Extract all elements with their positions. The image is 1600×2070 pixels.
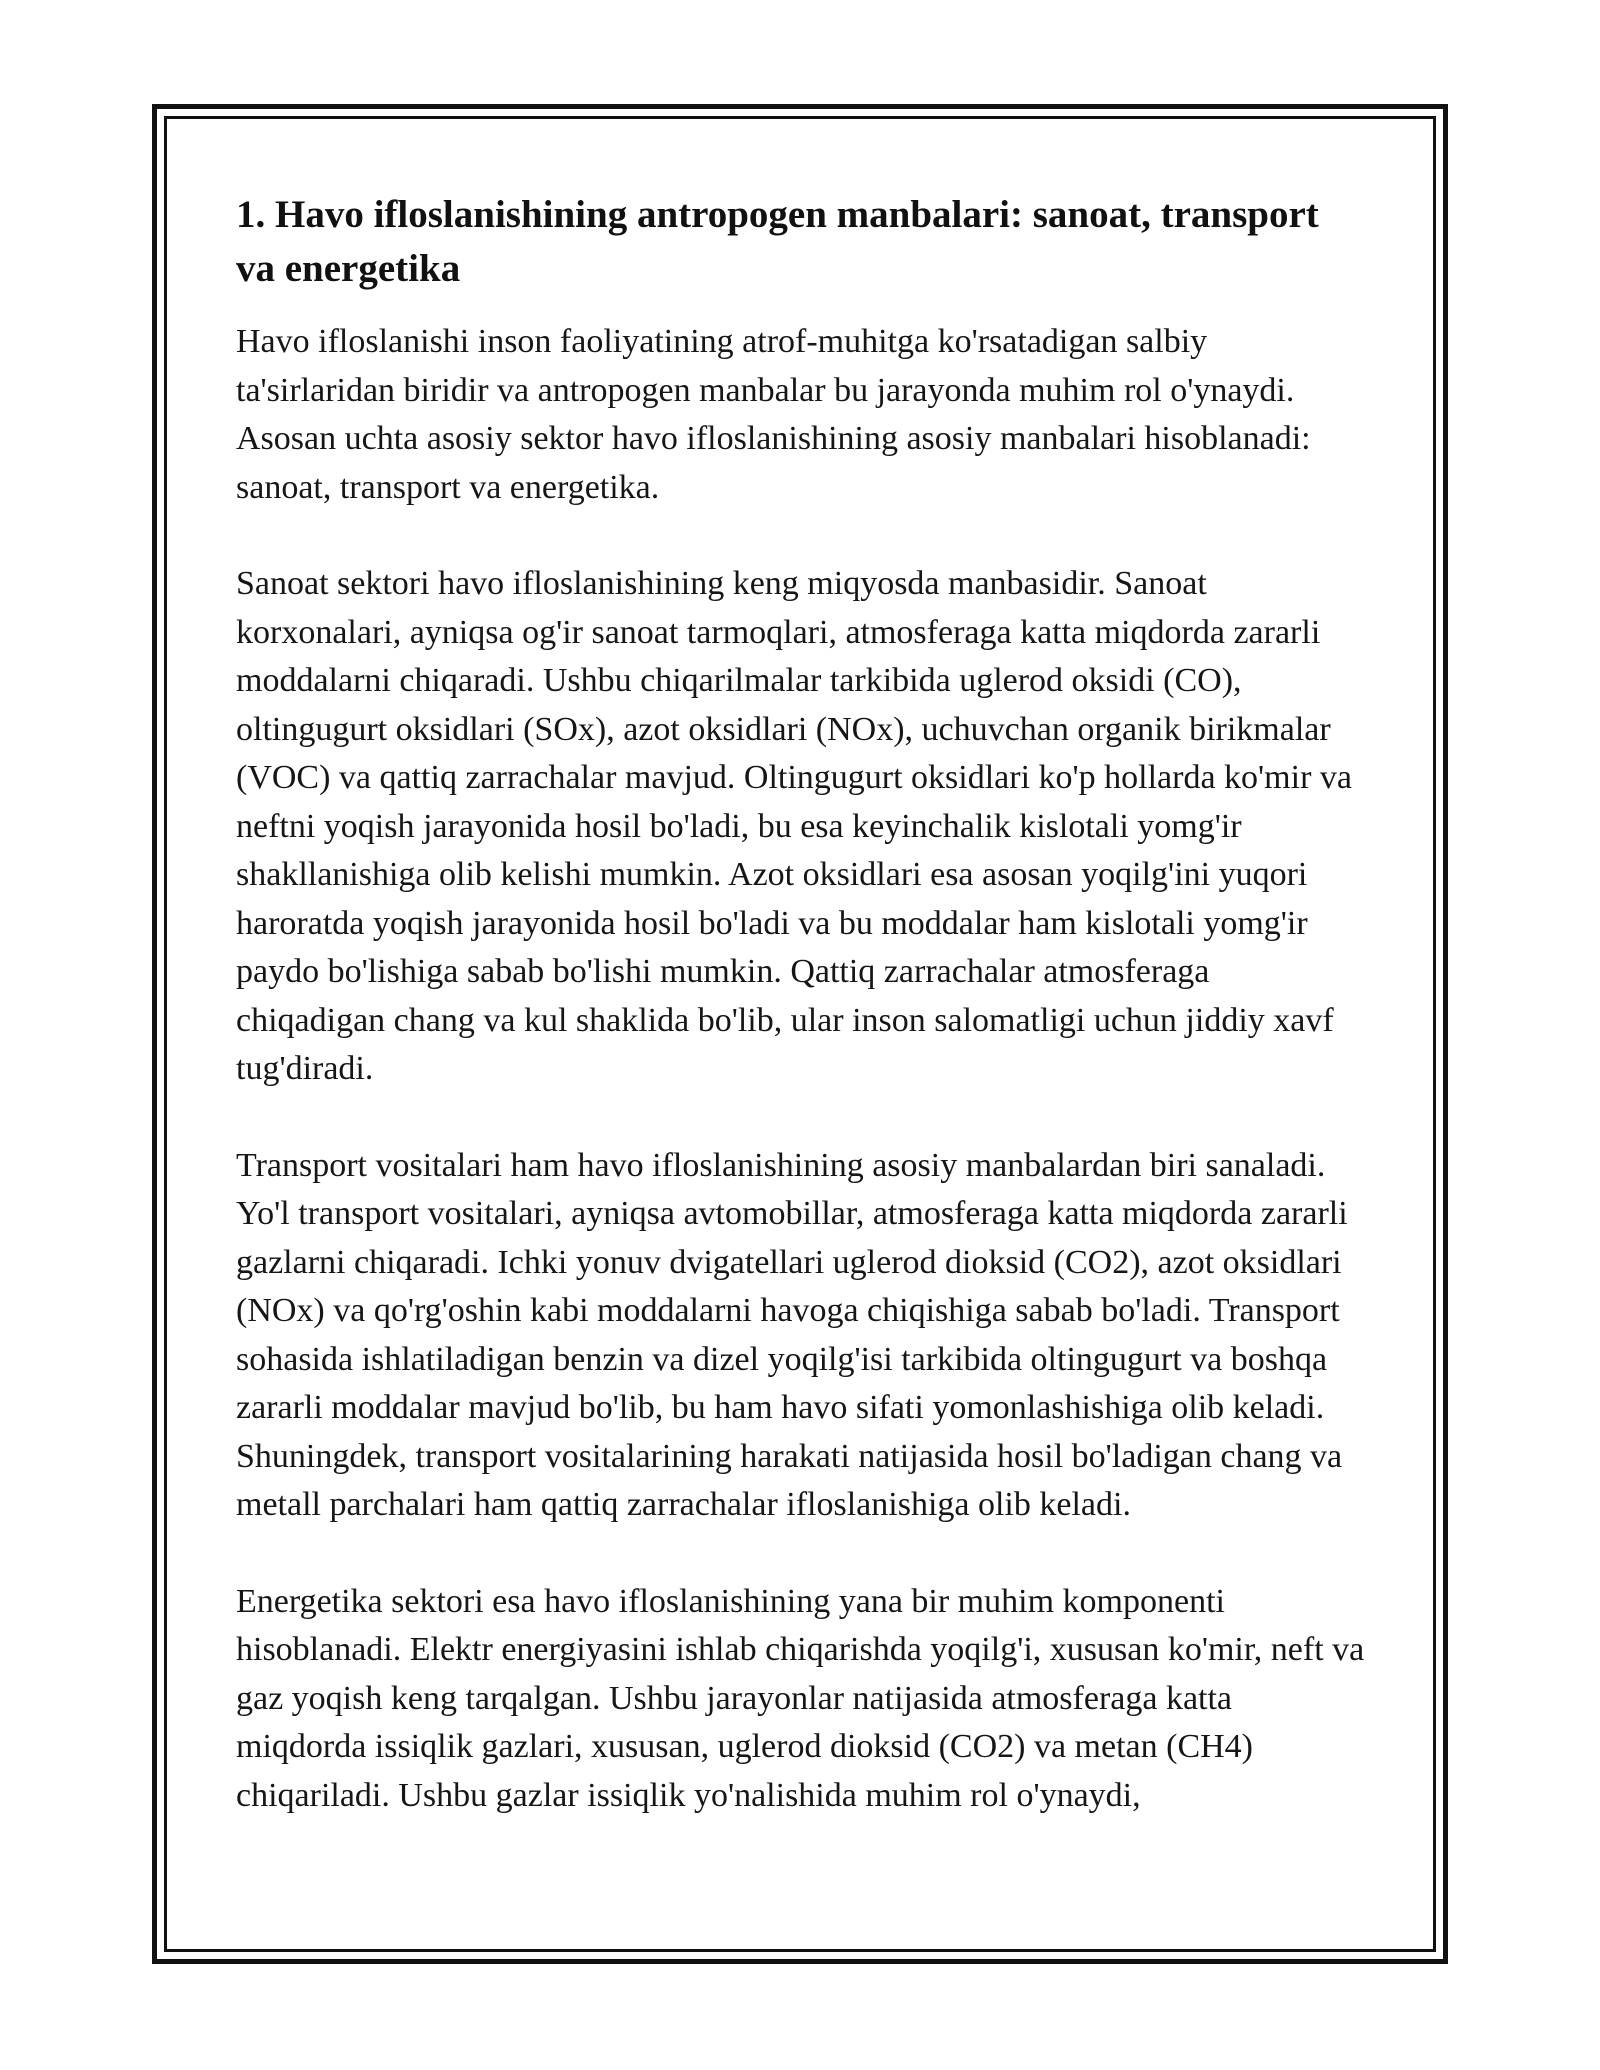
paragraph-intro: Havo ifloslanishi inson faoliyatining atrof-muhitga ko'rsatadigan salbiy ta'sirlaridan biridir va antropogen manbalar bu jarayonda muhim rol o'ynaydi. Asosan uchta asosiy sektor havo ifloslanishining asosiy manbalari hisoblanadi: sanoat, transport va energetika. (236, 323, 1311, 506)
document-body (236, 188, 1366, 1868)
section-heading: 1. Havo ifloslanishining antropogen manbalari: sanoat, transport va energetika (236, 193, 1319, 290)
paragraph-transport: Transport vositalari ham havo ifloslanishining asosiy manbalardan biri sanaladi. Yo'l transport vositalari, ayniqsa avtomobillar, atmosferaga katta miqdorda zararli gazlarni chiqaradi. Ichki yonuv dvigatellari uglerod dioksid (CO2), azot oksidlari (NOx) va qo'rg'oshin kabi moddalarni havoga chiqishiga sabab bo'ladi. Transport sohasida ishlatiladigan benzin va dizel yoqilg'isi tarkibida oltingugurt va boshqa zararli moddalar mavjud bo'lib, bu ham havo sifati yomonlashishiga olib keladi. Shuningdek, transport vositalarining harakati natijasida hosil bo'ladigan chang va metall parchalari ham qattiq zarrachalar ifloslanishiga olib keladi. (236, 1146, 1348, 1523)
paragraph-industry: Sanoat sektori havo ifloslanishining keng miqyosda manbasidir. Sanoat korxonalari, ayniqsa og'ir sanoat tarmoqlari, atmosferaga katta miqdorda zararli moddalarni chiqaradi. Ushbu chiqarilmalar tarkibida uglerod oksidi (CO), oltingugurt oksidlari (SOx), azot oksidlari (NOx), uchuvchan organik birikmalar (VOC) va qattiq zarrachalar mavjud. Oltingugurt oksidlari ko'p hollarda ko'mir va neftni yoqish jarayonida hosil bo'ladi, bu esa keyinchalik kislotali yomg'ir shakllanishiga olib kelishi mumkin. Azot oksidlari esa asosan yoqilg'ini yuqori haroratda yoqish jarayonida hosil bo'ladi va bu moddalar ham kislotali yomg'ir paydo bo'lishiga sabab bo'lishi mumkin. Qattiq zarrachalar atmosferaga chiqadigan chang va kul shaklida bo'lib, ular inson salomatligi uchun jiddiy xavf tug'diradi. (236, 565, 1352, 1087)
paragraph-energy: Energetika sektori esa havo ifloslanishining yana bir muhim komponenti hisoblanadi. Elektr energiyasini ishlab chiqarishda yoqilg'i, xususan ko'mir, neft va gaz yoqish keng tarqalgan. Ushbu jarayonlar natijasida atmosferaga katta miqdorda issiqlik gazlari, xususan, uglerod dioksid (CO2) va metan (CH4) chiqariladi. Ushbu gazlar issiqlik yo'nalishida muhim rol o'ynaydi, (236, 1582, 1365, 1814)
